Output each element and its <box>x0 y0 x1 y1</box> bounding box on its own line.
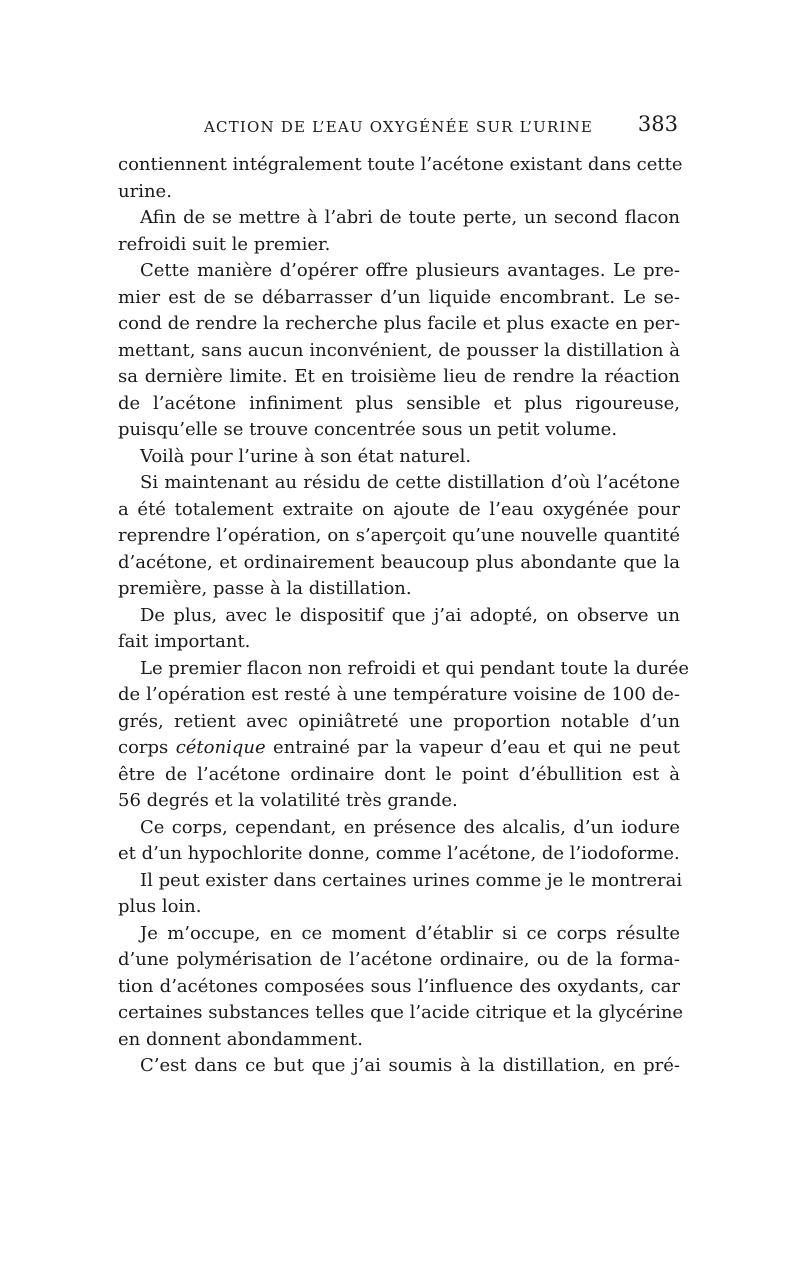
text-line: Il peut exister dans certaines urines comme je le montrerai <box>140 869 683 891</box>
text-line: 56 degrés et la volatilité très grande. <box>118 790 458 811</box>
text-line: fait important. <box>118 631 251 652</box>
text-line: puisqu’elle se trouve concentrée sous un petit volume. <box>118 419 618 440</box>
text-line: C’est dans ce but que j’ai soumis à la distillation, en pré- <box>140 1055 680 1076</box>
paragraph <box>118 921 684 1054</box>
text-line: Cette manière d’opérer offre plusieurs avantages. Le pre- <box>140 260 680 281</box>
text-line: de l’acétone infiniment plus sensible et plus rigoureuse, <box>118 392 680 414</box>
text-line <box>118 735 680 762</box>
text-line: Ce corps, cependant, en présence des alcalis, d’un iodure <box>140 816 680 838</box>
text-line: mettant, sans aucun inconvénient, de pousser la distillation à <box>118 339 680 361</box>
text-line: cond de rendre la recherche plus facile et plus exacte en per- <box>118 313 681 334</box>
running-title: ACTION DE L’EAU OXYGÉNÉE SUR L’URINE <box>204 118 594 136</box>
text-line: première, passe à la distillation. <box>118 578 412 599</box>
paragraph <box>118 444 680 471</box>
text-line: De plus, avec le dispositif que j’ai adopté, on observe un <box>140 604 680 626</box>
text-line: urine. <box>118 180 172 202</box>
text-line: reprendre l’opération, on s’aperçoit qu’une nouvelle quantité <box>118 525 680 546</box>
text-line: Si maintenant au résidu de cette distillation d’où l’acétone <box>140 472 680 493</box>
text-line: de l’opération est resté à une température voisine de 100 de- <box>118 684 680 705</box>
paragraph <box>118 258 680 444</box>
text-line: Afin de se mettre à l’abri de toute perte, un second flacon <box>140 207 680 228</box>
text-line: mier est de se débarrasser d’un liquide encombrant. Le se- <box>118 286 680 308</box>
text-line: être de l’acétone ordinaire dont le point d’ébullition est à <box>118 763 680 785</box>
text-line: certaines substances telles que l’acide citrique et la glycérine <box>118 1002 684 1023</box>
text-line: contiennent intégralement toute l’acétone existant dans cette <box>118 154 683 175</box>
text-line: d’acétone, et ordinairement beaucoup plus abondante que la <box>118 551 680 573</box>
paragraph <box>118 205 680 258</box>
paragraph <box>118 815 680 868</box>
paragraph <box>118 868 683 921</box>
text-fragment: corps <box>118 737 176 758</box>
page-number: 383 <box>637 112 678 136</box>
text-line: a été totalement extraite on ajoute de l’eau oxygénée pour <box>118 498 680 520</box>
text-fragment: entrainé par la vapeur d’eau et qui ne peut <box>265 737 680 758</box>
text-line: Le premier flacon non refroidi et qui pendant toute la durée <box>140 657 690 679</box>
paragraph <box>118 470 680 603</box>
paragraph <box>118 1053 680 1080</box>
text-line: Je m’occupe, en ce moment d’établir si ce corps résulte <box>140 922 680 944</box>
text-line: sa dernière limite. Et en troisième lieu de rendre la réaction <box>118 366 680 387</box>
italic-term: cétonique <box>175 737 266 758</box>
text-line: refroidi suit le premier. <box>118 233 331 255</box>
text-line: Voilà pour l’urine à son état naturel. <box>140 445 472 467</box>
paragraph <box>118 603 680 656</box>
text-line: plus loin. <box>118 896 202 917</box>
text-line: grés, retient avec opiniâtreté une proportion notable d’un <box>118 710 680 732</box>
text-line: et d’un hypochlorite donne, comme l’acétone, de l’iodoforme. <box>118 843 680 864</box>
paragraph <box>118 656 690 815</box>
paragraph <box>118 152 683 205</box>
text-line: d’une polymérisation de l’acétone ordinaire, ou de la forma- <box>118 949 680 970</box>
running-head <box>118 110 678 140</box>
text-line: tion d’acétones composées sous l’influence des oxydants, car <box>118 975 680 997</box>
body-text <box>118 152 690 1080</box>
text-line: en donnent abondamment. <box>118 1028 363 1050</box>
